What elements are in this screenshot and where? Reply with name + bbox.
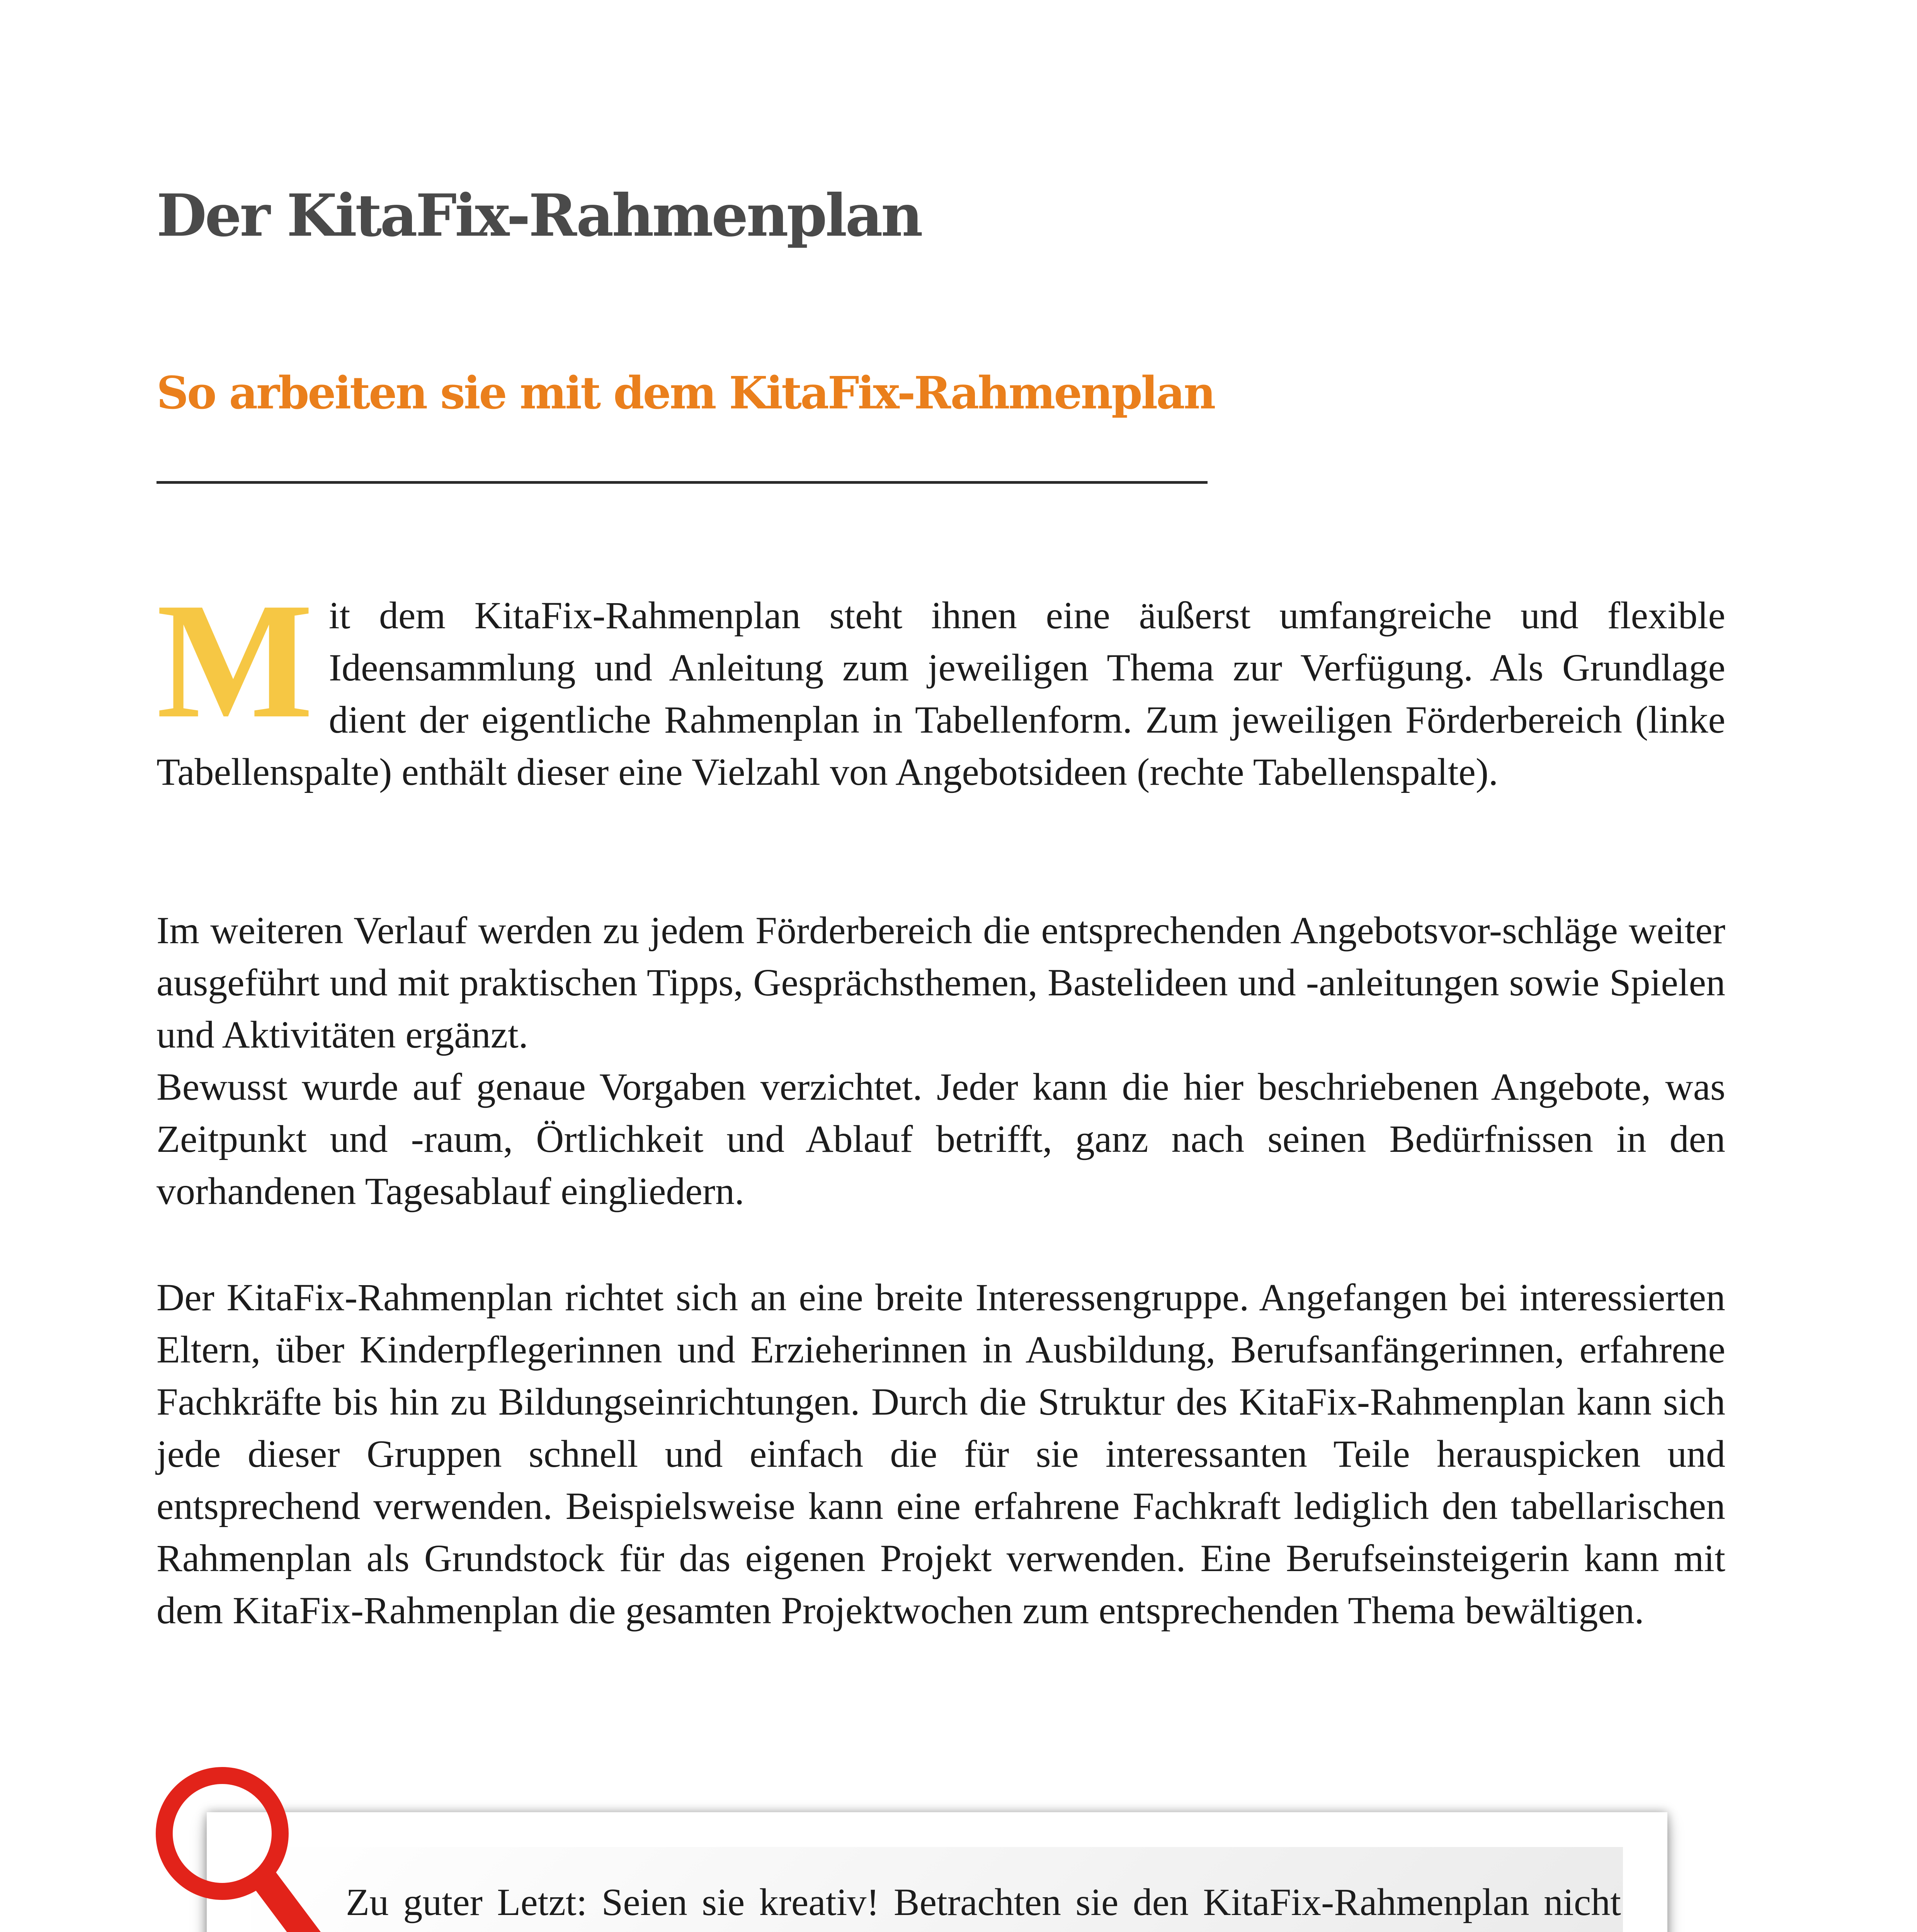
section-subtitle: So arbeiten sie mit dem KitaFix-Rahmenplan [156, 367, 1214, 419]
tip-text-1: Zu guter Letzt: Seien sie kreativ! Betrachten sie den KitaFix-Rahmenplan nicht [346, 1881, 1621, 1923]
tip-box [207, 1812, 1667, 1932]
paragraph-2b: Bewusst wurde auf genaue Vorgaben verzichtet. Jeder kann die hier beschriebenen Angebote, was Zeitpunkt und -raum, Örtlichkeit und Ablauf betrifft, ganz nach seinen Bedürfnissen in den vorhandenen Tagesablauf eingliedern. [156, 1065, 1725, 1213]
intro-paragraph [156, 569, 1725, 798]
intro-text: it dem KitaFix-Rahmenplan steht ihnen eine äußerst umfangreiche und flexible Ideensammlung und Anleitung zum jeweiligen Thema zur Verfügung. Als Grundlage dient der eigentliche Rahmenplan in Tabellenform. Zum jeweiligen Förderbereich (linke Tabellenspalte) enthält dieser eine Vielzahl von Angebotsideen (rechte Tabellenspalte). [156, 594, 1725, 793]
subtitle-divider [156, 481, 1208, 484]
page-title: Der KitaFix-Rahmenplan [156, 182, 921, 250]
tip-box-text [257, 1876, 1621, 1932]
drop-cap: M [156, 569, 313, 753]
paragraph-2a: Im weiteren Verlauf werden zu jedem Förderbereich die entsprechenden Angebotsvor-schläge weiter ausgeführt und mit praktischen Tipps, Gesprächsthemen, Bastelideen und -anleitungen sowie Spielen und Aktivitäten ergänzt. [156, 909, 1725, 1056]
magnifier-icon [149, 1760, 334, 1932]
paragraph-2 [156, 904, 1725, 1217]
paragraph-3: Der KitaFix-Rahmenplan richtet sich an eine breite Interessengruppe. Angefangen bei interessierten Eltern, über Kinderpflegerinnen und Erzieherinnen in Ausbildung, Berufsanfängerinnen, erfahrene Fachkräfte bis hin zu Bildungseinrichtungen. Durch die Struktur des KitaFix-Rahmenplan kann sich jede dieser Gruppen schnell und einfach die für sie interessanten Teile herauspicken und entsprechend verwenden. Beispielsweise kann eine erfahrene Fachkraft lediglich den tabellarischen Rahmenplan als Grundstock für das eigenen Projekt verwenden. Eine Berufseinsteigerin kann mit dem KitaFix-Rahmenplan die gesamten Projektwochen zum entsprechenden Thema bewältigen. [156, 1276, 1725, 1632]
